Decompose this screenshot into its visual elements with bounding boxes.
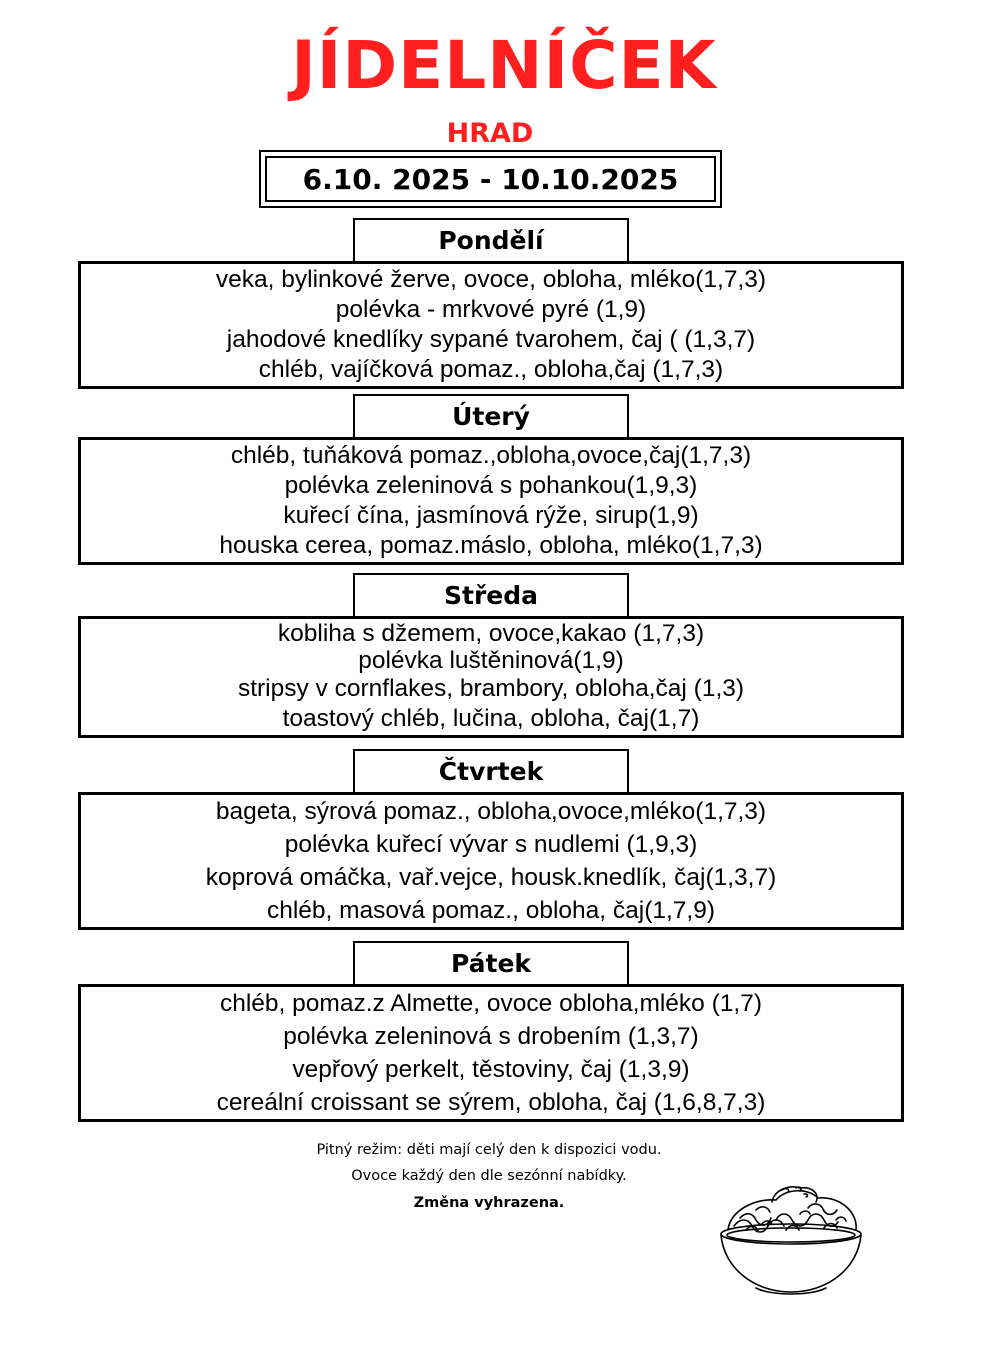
footer-fruit-note: Ovoce každý den dle sezónní nabídky.	[351, 1168, 627, 1184]
day-box-friday	[78, 984, 904, 1122]
date-range-box	[259, 150, 722, 208]
meal-item: chléb, pomaz.z Almette, ovoce obloha,mléko (1,7)	[219, 990, 762, 1017]
meal-item: polévka zeleninová s drobením (1,3,7)	[283, 1023, 699, 1050]
footer-change-note: Změna vyhrazena.	[413, 1195, 565, 1211]
meal-item: polévka - mrkvové pyré (1,9)	[335, 296, 647, 323]
meal-item: jahodové knedlíky sypané tvarohem, čaj ( (1,3,7)	[226, 326, 756, 353]
meal-item: cereální croissant se sýrem, obloha, čaj (1,6,8,7,3)	[216, 1089, 766, 1116]
footer-drinking-note: Pitný režim: děti mají celý den k dispozici vodu.	[316, 1142, 662, 1158]
day-tab-wednesday: Středa	[353, 573, 629, 616]
day-tab-monday: Pondělí	[353, 218, 629, 261]
page-subtitle: HRAD	[446, 118, 534, 149]
meal-item: veka, bylinkové žerve, ovoce, obloha, mléko(1,7,3)	[215, 266, 767, 293]
meal-item: chléb, masová pomaz., obloha, čaj(1,7,9)	[266, 897, 716, 924]
meal-item: koprová omáčka, vař.vejce, housk.knedlík, čaj(1,3,7)	[205, 864, 777, 891]
day-tab-thursday: Čtvrtek	[353, 749, 629, 792]
meal-item: toastový chléb, lučina, obloha, čaj(1,7)	[282, 705, 700, 732]
meal-item: kuřecí čína, jasmínová rýže, sirup(1,9)	[283, 502, 699, 529]
meal-item: houska cerea, pomaz.máslo, obloha, mléko(1,7,3)	[219, 532, 763, 559]
meal-item: vepřový perkelt, těstoviny, čaj (1,3,9)	[292, 1056, 690, 1083]
meal-item: polévka kuřecí vývar s nudlemi (1,9,3)	[284, 831, 698, 858]
meal-item: polévka luštěninová(1,9)	[358, 647, 624, 674]
date-range: 6.10. 2025 - 10.10.2025	[265, 156, 716, 202]
meal-item: chléb, vajíčková pomaz., obloha,čaj (1,7,3)	[258, 356, 724, 383]
spaghetti-bowl-icon	[716, 1180, 866, 1298]
day-box-tuesday	[78, 437, 904, 565]
day-tab-tuesday: Úterý	[353, 394, 629, 437]
day-box-monday	[78, 261, 904, 389]
meal-item: stripsy v cornflakes, brambory, obloha,čaj (1,3)	[237, 675, 745, 702]
day-box-wednesday	[78, 616, 904, 738]
meal-item: polévka zeleninová s pohankou(1,9,3)	[284, 472, 698, 499]
page-title: JÍDELNÍČEK	[291, 27, 717, 104]
meal-item: bageta, sýrová pomaz., obloha,ovoce,mléko(1,7,3)	[215, 798, 767, 825]
day-tab-friday: Pátek	[353, 941, 629, 984]
meal-item: kobliha s džemem, ovoce,kakao (1,7,3)	[277, 620, 705, 647]
day-box-thursday	[78, 792, 904, 930]
meal-item: chléb, tuňáková pomaz.,obloha,ovoce,čaj(1,7,3)	[230, 442, 752, 469]
